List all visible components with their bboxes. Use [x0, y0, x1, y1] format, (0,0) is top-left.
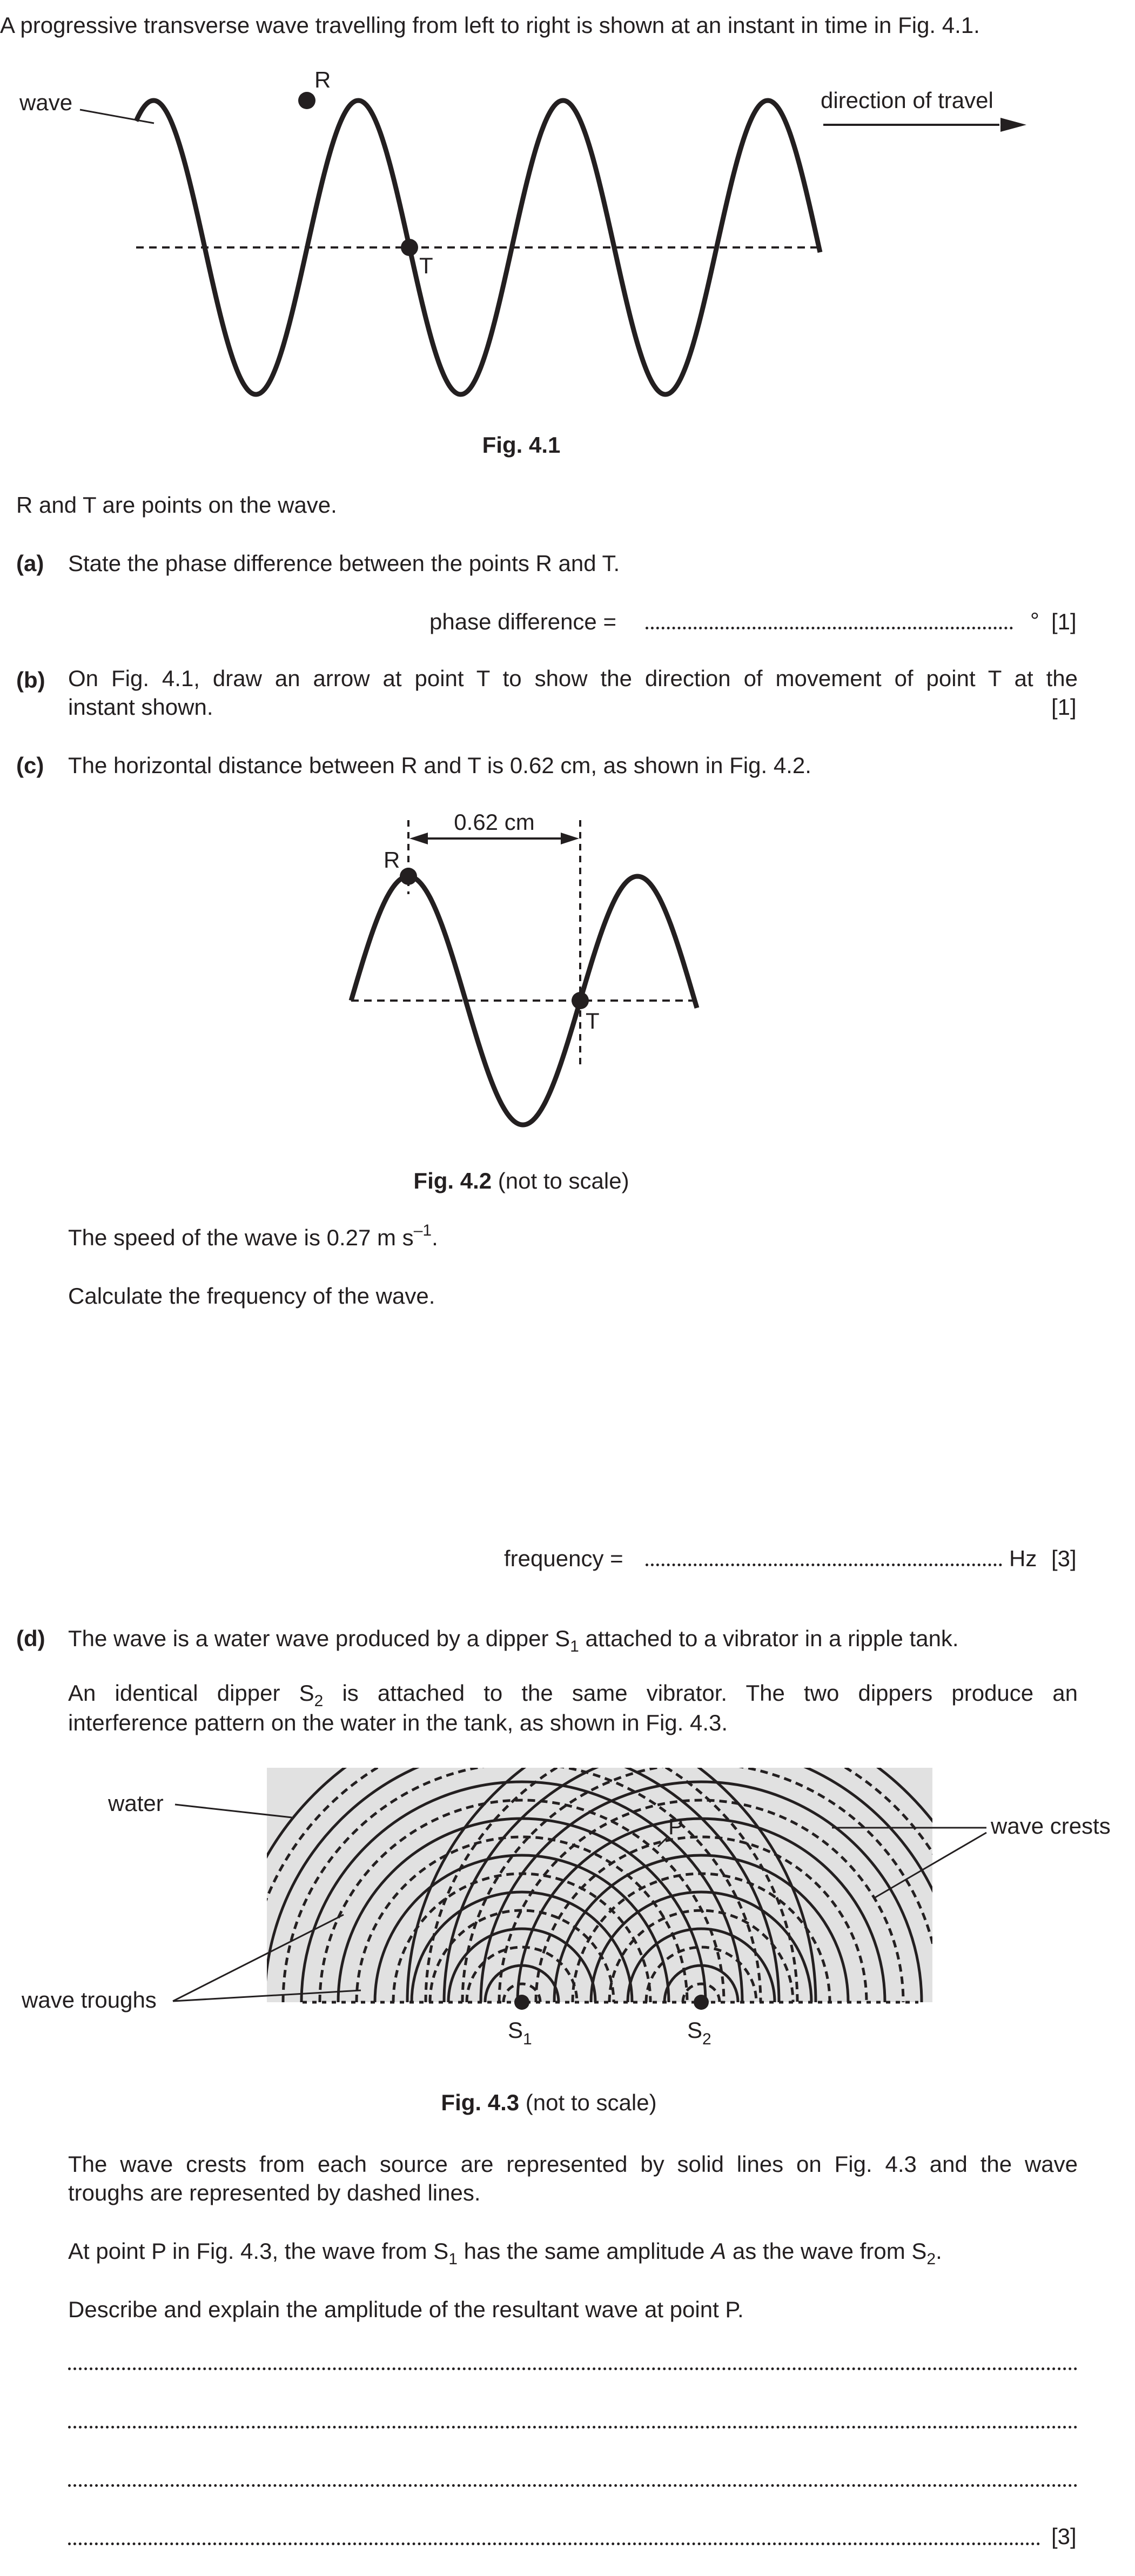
fig41-caption: Fig. 4.1 — [482, 432, 561, 458]
fig42-caption: Fig. 4.2 (not to scale) — [413, 1168, 629, 1193]
wave-label: wave — [19, 90, 73, 115]
statement-rt: R and T are points on the wave. — [16, 492, 337, 518]
part-b-letter: (b) — [16, 667, 45, 693]
fig43-caption: Fig. 4.3 (not to scale) — [441, 2090, 657, 2115]
part-c-text: The horizontal distance between R and T is 0.62 cm, as shown in Fig. 4.2. — [68, 753, 811, 778]
part-a-text: State the phase difference between the points R and T. — [68, 551, 620, 576]
answer-line-2[interactable] — [68, 2426, 1078, 2429]
part-b-marks: [1] — [1051, 694, 1077, 720]
phase-difference-label: phase difference = — [429, 609, 616, 634]
part-d-marks: [3] — [1051, 2524, 1077, 2549]
direction-of-travel-label: direction of travel — [821, 88, 993, 113]
part-d-task: Describe and explain the amplitude of the resultant wave at point P. — [68, 2297, 744, 2322]
part-d-letter: (d) — [16, 1626, 45, 1651]
answer-line-1[interactable] — [68, 2367, 1078, 2370]
part-b-line2: instant shown. — [68, 694, 213, 720]
part-c-marks: [3] — [1051, 1546, 1077, 1571]
wave-troughs-label: wave troughs — [22, 1987, 157, 2013]
answer-line-4[interactable] — [68, 2543, 1040, 2545]
source-s1-label: $S_1$ — [508, 2017, 532, 2048]
part-a-marks: [1] — [1051, 609, 1077, 634]
source-s1-dot — [514, 1995, 529, 2010]
water-label: water — [108, 1790, 164, 1816]
degree-unit: ° — [1030, 608, 1039, 633]
point-p-text: At point P in Fig. 4.3, the wave from $S_1$ has the same amplitude A as the wave from $S_2$. — [68, 2238, 942, 2268]
part-a-letter: (a) — [16, 551, 44, 576]
distance-label: 0.62 cm — [454, 809, 535, 835]
crests-text-line2: troughs are represented by dashed lines. — [68, 2180, 481, 2205]
source-s2-dot — [694, 1995, 709, 2010]
part-d-line1: The wave is a water wave produced by a dipper $S_1$ attached to a vibrator in a ripple tank. — [68, 1626, 959, 1655]
frequency-label: frequency = — [504, 1546, 623, 1571]
point-t-label: T — [419, 253, 433, 278]
hz-unit: Hz — [1009, 1546, 1037, 1571]
point-r-label-42: R — [384, 847, 400, 873]
point-p-label: P — [668, 1814, 684, 1839]
intro-text: A progressive transverse wave travelling from left to right is shown at an instant in time in Fig. 4.1. — [0, 12, 980, 38]
point-r-label: R — [314, 67, 331, 92]
answer-line-3[interactable] — [68, 2484, 1078, 2487]
part-b-line1: On Fig. 4.1, draw an arrow at point T to show the direction of movement of point T at the — [68, 666, 1078, 691]
crests-text-line1: The wave crests from each source are represented by solid lines on Fig. 4.3 and the wave — [68, 2151, 1078, 2177]
part-d-para2-line2: interference pattern on the water in the tank, as shown in Fig. 4.3. — [68, 1710, 728, 1735]
wave-speed-text: The speed of the wave is 0.27 m $s^{-1}$. — [68, 1222, 438, 1250]
part-c-task: Calculate the frequency of the wave. — [68, 1283, 435, 1309]
part-d-para2-line1: An identical dipper $S_2$ is attached to the same vibrator. The two dippers produce an — [68, 1680, 1078, 1710]
part-c-letter: (c) — [16, 753, 44, 778]
source-s2-label: $S_2$ — [687, 2017, 711, 2048]
wave-crests-label: wave crests — [991, 1813, 1111, 1839]
point-t-label-42: T — [586, 1008, 600, 1034]
